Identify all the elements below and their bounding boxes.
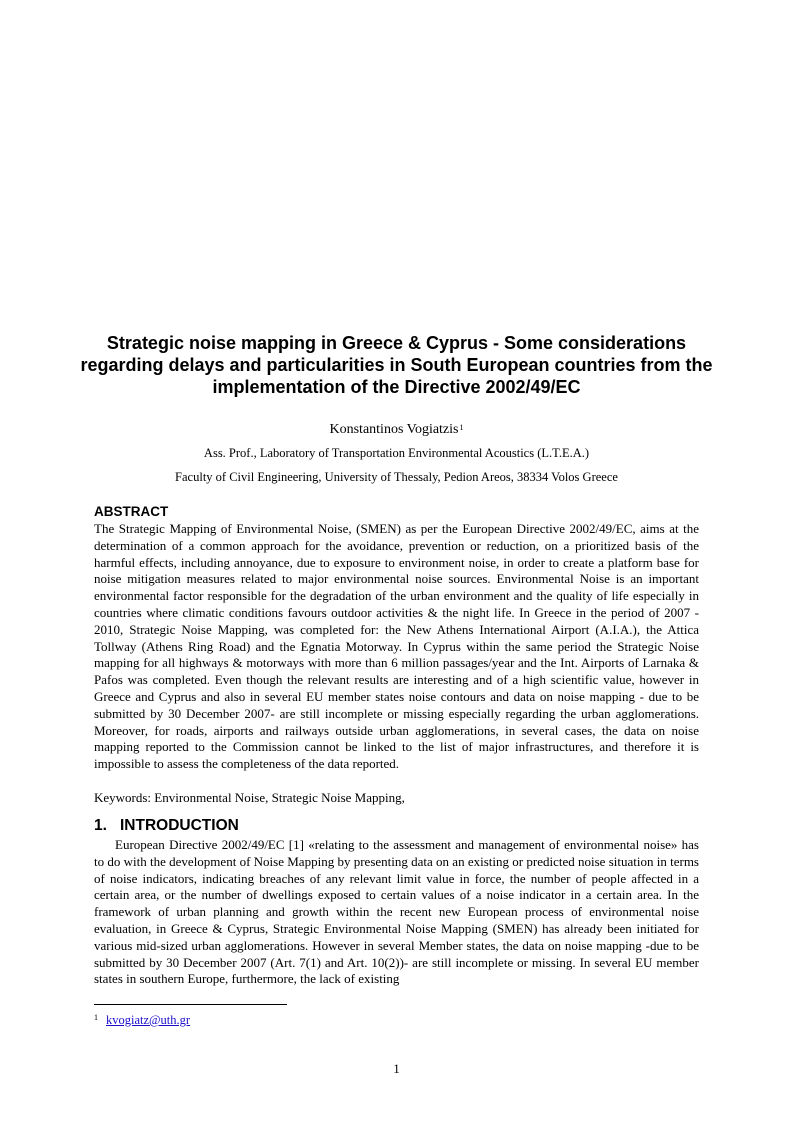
section-title: INTRODUCTION [120,817,239,834]
introduction-text: European Directive 2002/49/EC [1] «relating to the assessment and management of environmental noise» has to do with the development of Noise Mapping by presenting data on an existing or predicted noise situation in terms of noise indicators, indicating breaches of any relevant limit value in force, the number of people affected in a certain area, or the number of dwellings exposed to certain values of a noise indicator in a certain area. In the framework of urban planning and growth within the recent new European process of environmental noise evaluation, in Greece & Cyprus, Strategic Environmental Noise Mapping (SMEN) has already been initiated for various mid-sized urban agglomerations. However in several Member states, the data on noise mapping -due to be submitted by 30 December 2007 (Art. 7(1) and Art. 10(2))- are still incomplete or missing. In several EU member states in southern Europe, furthermore, the lack of existing [94,837,699,987]
paper-title: Strategic noise mapping in Greece & Cyprus - Some considerations regarding delays and particularities in South European countries from the implementation of the Directive 2002/49/EC [80,333,713,397]
author-name: Konstantinos Vogiatzis [329,422,459,437]
affiliation-faculty: Faculty of Civil Engineering, University of Thessaly, Pedion Areos, 38334 Volos Greece [175,470,618,484]
abstract-heading: ABSTRACT [94,504,169,519]
footnote-divider [94,1004,287,1005]
keywords-line: Keywords: Environmental Noise, Strategic Noise Mapping, [94,790,405,805]
abstract-text: The Strategic Mapping of Environmental Noise, (SMEN) as per the European Directive 2002/49/EC, aims at the determination of a common approach for the avoidance, prevention or reduction, on a prioritized basis of the harmful effects, including annoyance, due to exposure to environment noise, in order to create a platform base for noise mitigation measures related to major environmental noise sources. Environmental Noise is an important environmental factor responsible for the degradation of the urban environment and the quality of life especially in countries where climatic conditions favours outdoor activities & the night life. In Greece in the period of 2007 - 2010, Strategic Noise Mapping, was completed for: the New Athens International Airport (A.I.A.), the Attica Tollway (Athens Ring Road) and the Egnatia Motorway. In Cyprus within the same period the Strategic Noise mapping for all highways & motorways with more than 6 million passages/year and the Int. Airports of Larnaka & Pafos was completed. Even though the relevant results are interesting and of a high scientific value, however in Greece and Cyprus and also in several EU member states noise contours and data on noise mapping - due to be submitted by 30 December 2007- are still incomplete or missing especially regarding the urban agglomerations. Moreover, for roads, airports and railways outside urban agglomerations, in several cases, the data on noise mapping reported to the Commission cannot be linked to the list of major infrastructures, and therefore it is impossible to assess the completeness of the data reported. [94,521,699,772]
footnote [94,1012,190,1028]
introduction-heading [94,816,239,835]
author-line [80,421,713,439]
page-number: 1 [393,1061,400,1076]
section-number: 1. [94,817,107,834]
affiliation-laboratory: Ass. Prof., Laboratory of Transportation Environmental Acoustics (L.T.E.A.) [203,446,590,460]
footnote-email-link[interactable]: kvogiatz@uth.gr [106,1013,191,1027]
footnote-marker: 1 [94,1013,98,1022]
author-footnote-marker: 1 [459,423,464,432]
